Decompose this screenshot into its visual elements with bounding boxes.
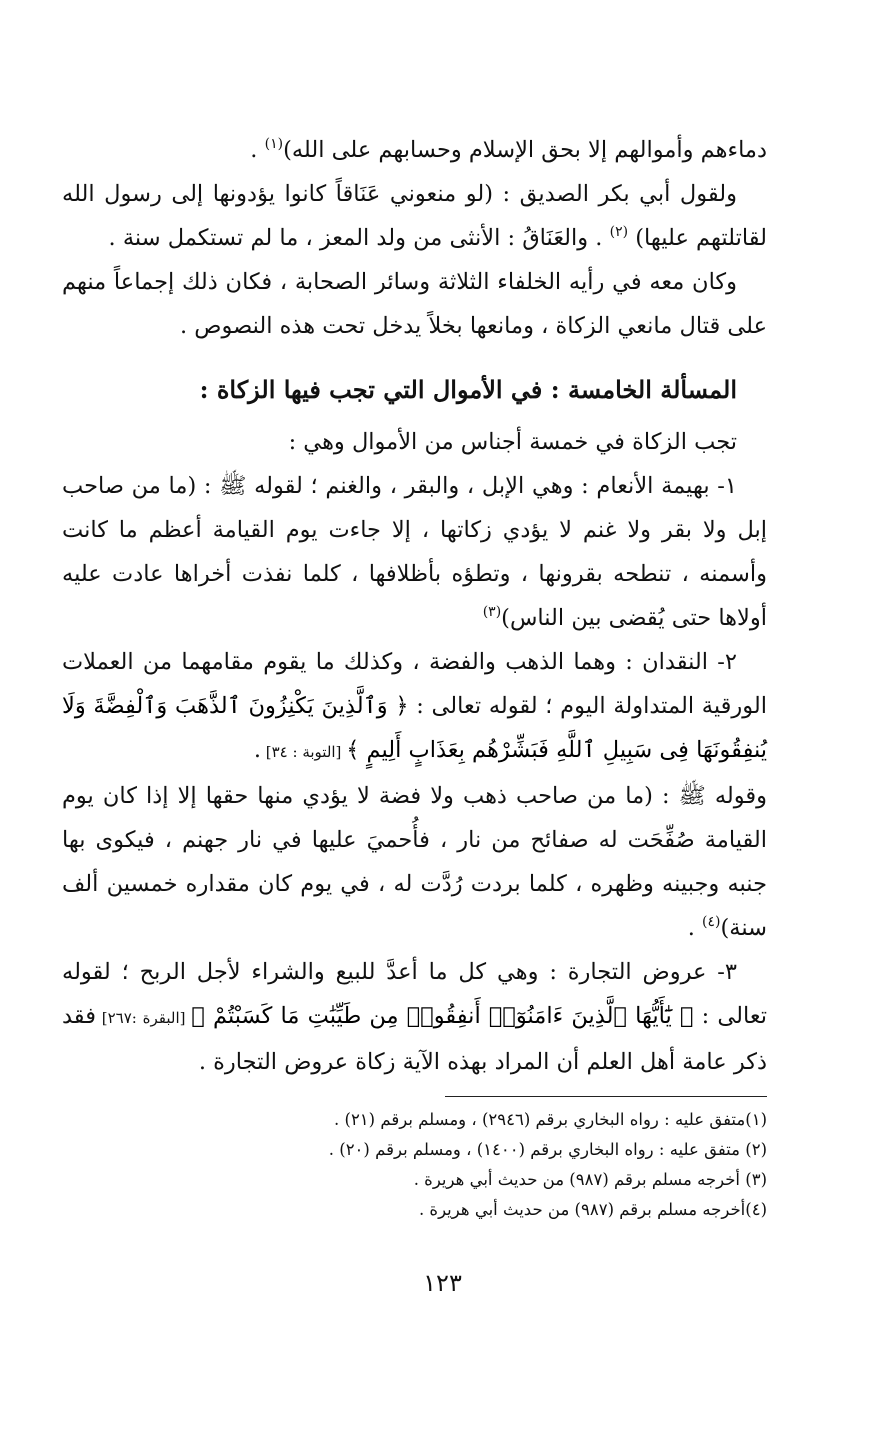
list-item-trade-goods [62, 950, 767, 1084]
item-text: ٣- عروض التجارة : وهي كل ما أعدَّ للبيع والشراء لأجل الربح ؛ لقوله تعالى : [62, 959, 768, 1029]
paragraph-text: . والعَنَاقُ : الأنثى من ولد المعز ، ما لم تستكمل سنة . [108, 225, 610, 251]
paragraph-abu-bakr [62, 172, 767, 260]
item-end: . [687, 915, 703, 941]
body-text [62, 128, 767, 1084]
paragraph-text: وكان معه في رأيه الخلفاء الثلاثة وسائر الصحابة ، فكان ذلك إجماعاً منهم على قتال مانعي الزكاة ، ومانعها بخلاً يدخل تحت هذه النصوص . [62, 269, 767, 339]
item-text: فقد ذكر عامة أهل العلم أن المراد بهذه الآية زكاة عروض التجارة . [62, 1003, 767, 1075]
section-intro: تجب الزكاة في خمسة أجناس من الأموال وهي : [288, 429, 737, 455]
footnote-3: (٣) أخرجه مسلم برقم (٩٨٧) من حديث أبي هريرة . [413, 1170, 767, 1189]
footnote-1: (١)متفق عليه : رواه البخاري برقم (٢٩٤٦) ، ومسلم برقم (٢١) . [334, 1110, 767, 1129]
list-item-livestock [62, 464, 767, 640]
footnote-marker: (٤) [702, 914, 721, 930]
paragraph-end: . [250, 137, 265, 163]
footnote-marker: (٣) [482, 604, 502, 620]
item-text: ٢- النقدان : وهما الذهب والفضة ، وكذلك ما يقوم مقامهما من العملات الورقية المتداولة اليوم ؛ لقوله تعالى : [62, 649, 768, 719]
section-heading: المسألة الخامسة : في الأموال التي تجب فيها الزكاة : [199, 375, 737, 404]
paragraph-text: دماءهم وأموالهم إلا بحق الإسلام وحسابهم على الله) [283, 137, 767, 163]
quran-verse: ﴿ وَٱلَّذِينَ يَكْنِزُونَ ٱلذَّهَبَ وَٱلْفِضَّةَ وَلَا يُنفِقُونَهَا فِى سَبِيلِ ٱللَّهِ فَبَشِّرْهُم بِعَذَابٍ أَلِيمٍ ﴾ [62, 693, 767, 763]
verse-reference: [البقرة :٢٦٧] [95, 1009, 192, 1027]
item-end: . [253, 737, 261, 763]
footnote-4: (٤)أخرجه مسلم برقم (٩٨٧) من حديث أبي هريرة . [418, 1200, 767, 1219]
footnote-marker: (١) [264, 136, 284, 152]
quran-verse: ﴿ يَٰٓأَيُّهَا ٱلَّذِينَ ءَامَنُوٓا۟ أَنفِقُوا۟ مِن طَيِّبَٰتِ مَا كَسَبْتُمْ ﴾ [191, 1003, 694, 1029]
page-number: ١٢٣ [423, 1269, 462, 1297]
paragraph-text: ولقول أبي بكر الصديق : (لو منعوني عَنَاقاً كانوا يؤدونها إلى رسول الله لقاتلتهم عليها) [62, 181, 767, 251]
item-text: ١- بهيمة الأنعام : وهي الإبل ، والبقر ، والغنم ؛ لقوله ﷺ : (ما من صاحب إبل ولا بقر ولا غنم لا يؤدي زكاتها ، إلا جاءت يوم القيامة أعظم ما كانت وأسمنه ، تنطحه بقرونها ، وتطؤه بأظلافها ، كلما نفذت أخراها عادت عليه أولاها حتى يُقضى بين الناس) [62, 473, 767, 631]
item-text: وقوله ﷺ : (ما من صاحب ذهب ولا فضة لا يؤدي منها حقها إلا إذا كان يوم القيامة صُفِّحَت له صفائح من نار ، فأُحميَ عليها في نار جهنم ، فيكوى بها جنبه وجبينه وظهره ، كلما بردت رُدَّت له ، في يوم كان مقداره خمسين ألف سنة) [62, 783, 767, 941]
footnote-2: (٢) متفق عليه : رواه البخاري برقم (١٤٠٠) ، ومسلم برقم (٢٠) . [328, 1140, 767, 1159]
verse-reference: [التوبة : ٣٤] [260, 743, 347, 761]
footnote-marker: (٢) [609, 224, 629, 240]
paragraph-consensus [62, 260, 767, 348]
paragraph-continuation [62, 128, 767, 172]
footnotes [62, 1105, 767, 1225]
footnote-separator [445, 1096, 767, 1097]
list-item-gold-silver [62, 640, 767, 774]
paragraph-hadith-gold [62, 774, 767, 950]
